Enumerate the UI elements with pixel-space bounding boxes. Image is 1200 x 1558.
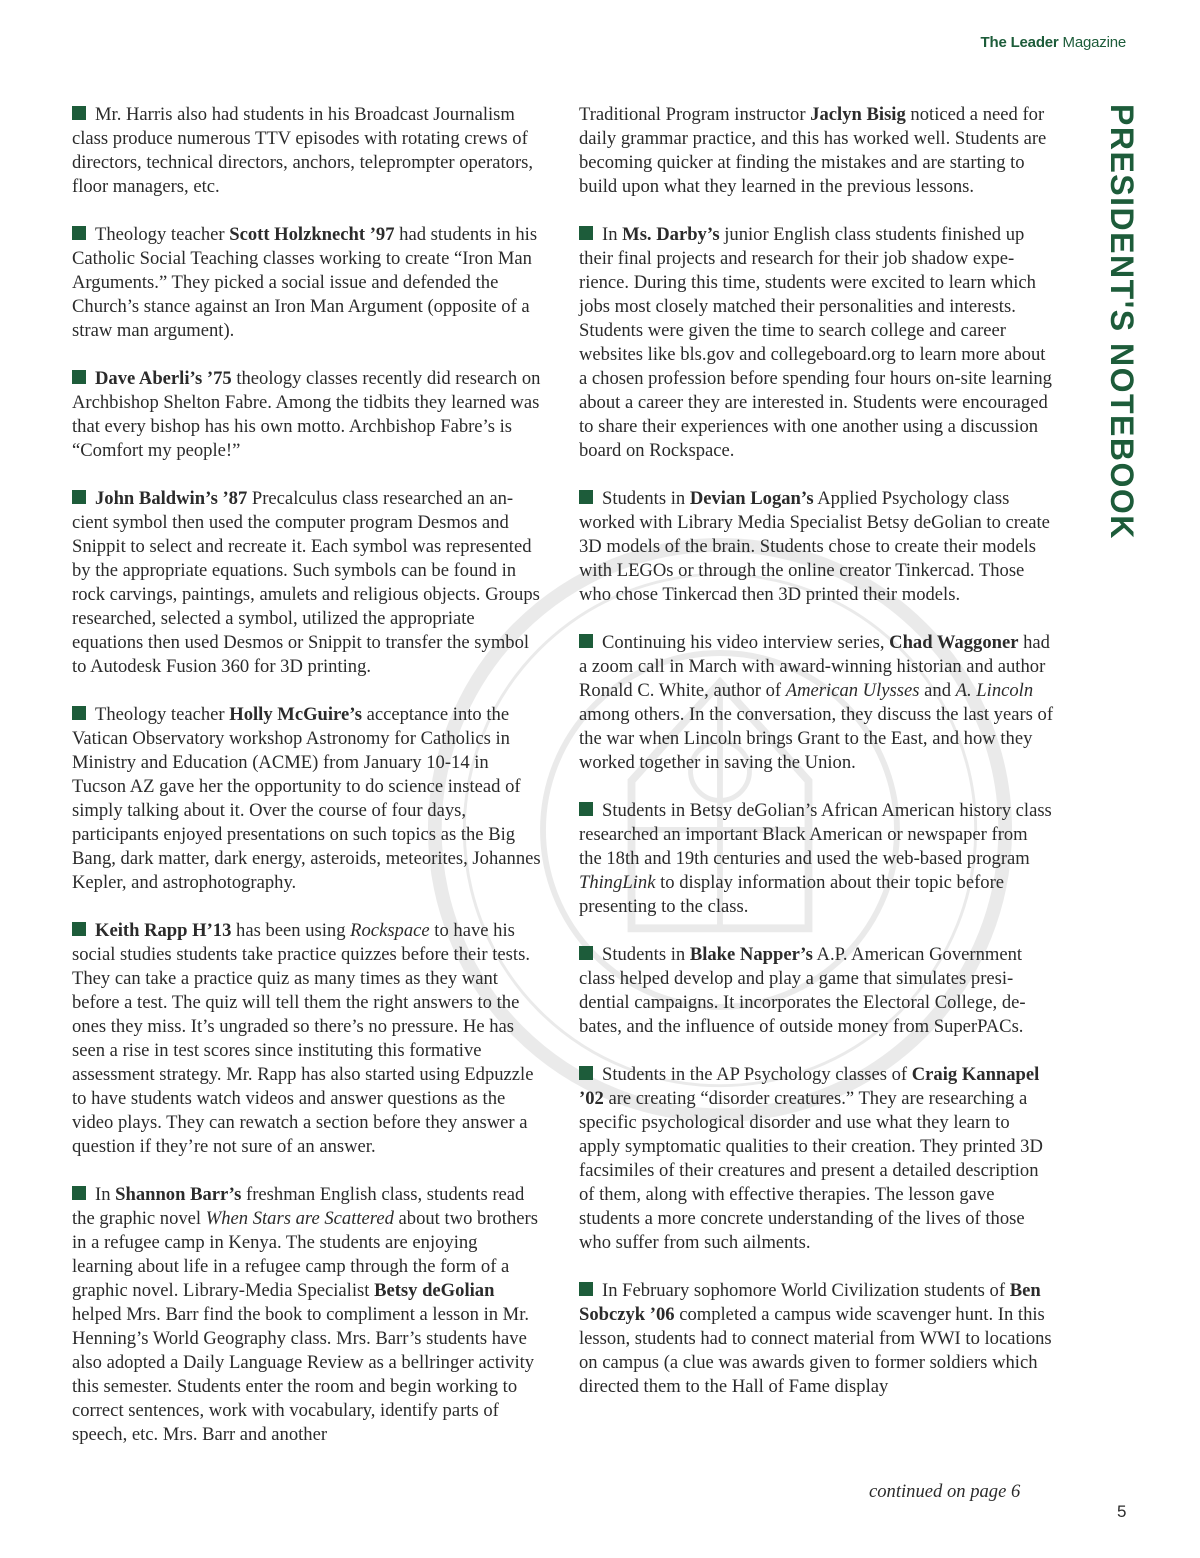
- entry-text: In: [602, 224, 623, 245]
- entry-text: Theology teacher: [95, 224, 230, 245]
- entry-text: In February sophomore World Civilization students of: [602, 1280, 1010, 1301]
- title-italic: A. Lincoln: [955, 680, 1034, 701]
- square-bullet-icon: [72, 1186, 86, 1200]
- entry-text: Theology teacher: [95, 704, 230, 725]
- entry-text: Precalculus class researched an ancient symbol then used the computer program Desmos and Snippit to select and recreate it. Each symbol was represented by the appropriate equations. Such symbols can be found in rock carvings, paintings, amulets and religious objects. Groups researched, selected a symbol, utilized the appropriate equations then used Desmos or Snippit to transfer the symbol to Autodesk Fusion 360 for 3D printing.: [72, 488, 540, 677]
- magazine-suffix: Magazine: [1058, 34, 1126, 51]
- entry-text: Students in Betsy deGolian’s African American history class researched an important Black American or newspaper from the 18th and 19th centuries and used the web-based program: [579, 800, 1052, 869]
- continued-note: continued on page 6: [869, 1481, 1021, 1502]
- notebook-entry: [579, 223, 1054, 463]
- notebook-entry: [579, 631, 1054, 775]
- entry-text: to display information about their topic before presenting to the class.: [579, 872, 1005, 917]
- name-highlight: John Baldwin’s ’87: [95, 488, 248, 509]
- entry-text: Traditional Program instructor: [579, 104, 811, 125]
- entry-text: are creating “disorder creatures.” They are researching a specific psychological disorder and use what they learn to apply symptomatic qualities to their creation. They printed 3D facsimiles of their creatures and present a detailed description of them, along with effective therapies. The lesson gave students a more concrete understanding of the lives of those who suffer from such ailments.: [579, 1088, 1043, 1253]
- square-bullet-icon: [579, 634, 593, 648]
- notebook-entry: [72, 1183, 542, 1447]
- entry-text: junior English class students finished up their final projects and research for their job shadow experience. During this time, students were excited to learn which jobs most closely matched their personalities and interests. Students were given the time to search college and career websites like bls.gov and collegeboard.org to learn more about a chosen profession before spending four hours on-site learning about a career they are interested in. Students were encouraged to share their experiences with one another using a discussion board on Rockspace.: [579, 224, 1052, 461]
- entry-text: Students in: [602, 944, 690, 965]
- name-highlight: Holly McGuire’s: [229, 704, 362, 725]
- entry-text: Mr. Harris also had students in his Broadcast Journalism class produce numerous TTV episodes with rotating crews of directors, technical directors, anchors, teleprompter operators, floor managers, etc.: [72, 104, 534, 197]
- title-italic: American Ulysses: [785, 680, 920, 701]
- entry-text: acceptance into the Vatican Observatory workshop Astronomy for Catholics in Ministry and Education (ACME) from January 10-14 in Tucson AZ gave her the opportunity to do science instead of simply talking about it. Over the course of four days, participants enjoyed presentations on such topics as the Big Bang, dark matter, dark energy, asteroids, meteorites, Johannes Kepler, and astrophotography.: [72, 704, 541, 893]
- entry-text: theology classes recently did research on Archbishop Shelton Fabre. Among the tidbits they learned was that every bishop has his own motto. Archbishop Fabre’s is “Comfort my people!”: [72, 368, 541, 461]
- name-highlight: Devian Logan’s: [689, 488, 814, 509]
- notebook-entry: [72, 919, 542, 1159]
- notebook-entry: [579, 943, 1054, 1039]
- name-highlight: Betsy deGolian: [374, 1280, 495, 1301]
- entry-text: among others. In the conversation, they discuss the last years of the war when Lincoln brings Grant to the East, and how they worked together in saving the Union.: [579, 704, 1054, 773]
- entry-text: noticed a need for daily grammar practice, and this has worked well. Students are becoming quicker at finding the mistakes and are starting to build upon what they learned in the previous lessons.: [579, 104, 1047, 197]
- notebook-entry: [72, 223, 542, 343]
- notebook-entry: [72, 487, 542, 679]
- entry-text: has been using: [231, 920, 351, 941]
- square-bullet-icon: [579, 226, 593, 240]
- section-title: PRESIDENT'S NOTEBOOK: [1104, 104, 1140, 540]
- entry-text: helped Mrs. Barr find the book to compliment a lesson in Mr. Henning’s World Geography class. Mrs. Barr’s students have also adopted a Daily Language Review as a bellringer activity this semester. Students enter the room and begin working to correct sentences, work with vocabulary, identify parts of speech, etc. Mrs. Barr and another: [72, 1304, 535, 1445]
- name-highlight: Dave Aberli’s ’75: [95, 368, 232, 389]
- notebook-entry: [579, 1279, 1054, 1399]
- name-highlight: Blake Napper’s: [689, 944, 813, 965]
- entry-text: Students in: [602, 488, 690, 509]
- name-highlight: Ben Sobczyk ’06: [579, 1280, 1041, 1325]
- name-highlight: Craig Kannapel ’02: [579, 1064, 1040, 1109]
- name-highlight: Shannon Barr’s: [115, 1184, 242, 1205]
- name-highlight: Chad Waggoner: [889, 632, 1019, 653]
- entry-text: In: [95, 1184, 116, 1205]
- entry-text: and: [919, 680, 956, 701]
- name-highlight: Keith Rapp H’13: [95, 920, 232, 941]
- square-bullet-icon: [579, 802, 593, 816]
- entry-text: to have his social studies students take practice quizzes before their tests. They can take a practice quiz as many times as they want before a test. The quiz will tell them the right answers to the ones they miss. It’s ungraded so there’s no pressure. He has seen a rise in test scores since instituting this formative assessment strategy. Mr. Rapp has also started using Edpuzzle to have students watch videos and answer questions as the video plays. They can rewatch a section before they answer a question if they’re not sure of an answer.: [72, 920, 534, 1157]
- notebook-entry: [72, 103, 542, 199]
- entry-text: completed a campus wide scavenger hunt. In this lesson, students had to connect material from WWI to locations on campus (a clue was awards given to former soldiers which directed them to the Hall of Fame display: [579, 1304, 1052, 1397]
- page-number: 5: [1117, 1502, 1127, 1521]
- notebook-entry: [579, 799, 1054, 919]
- entry-text: about two brothers in a refugee camp in Kenya. The students are enjoying learning about life in a refugee camp through the form of a graphic novel. Library-Media Specialist: [72, 1208, 538, 1301]
- name-highlight: Jaclyn Bisig: [810, 104, 906, 125]
- entry-text: A.P. American Government class helped develop and play a game that simulates presidential campaigns. It incorporates the Electoral College, debates, and the influence of outside money from SuperPACs.: [579, 944, 1026, 1037]
- square-bullet-icon: [72, 106, 86, 120]
- notebook-entry: [579, 487, 1054, 607]
- square-bullet-icon: [72, 370, 86, 384]
- entry-text: Students in the AP Psychology classes of: [602, 1064, 912, 1085]
- entry-text: Continuing his video interview series,: [602, 632, 890, 653]
- right-column: [579, 103, 1054, 1423]
- square-bullet-icon: [579, 946, 593, 960]
- notebook-entry: [72, 367, 542, 463]
- entry-text: had students in his Catholic Social Teaching classes working to create “Iron Man Arguments.” They picked a social issue and defended the Church’s stance against an Iron Man Argument (opposite of a straw man argument).: [72, 224, 538, 341]
- square-bullet-icon: [72, 706, 86, 720]
- square-bullet-icon: [72, 226, 86, 240]
- square-bullet-icon: [579, 1066, 593, 1080]
- notebook-entry: [72, 703, 542, 895]
- magazine-header: [981, 34, 1126, 51]
- square-bullet-icon: [72, 490, 86, 504]
- square-bullet-icon: [579, 1282, 593, 1296]
- entry-text: Applied Psychology class worked with Library Media Specialist Betsy deGolian to create 3D models of the brain. Students chose to create their models with LEGOs or through the online creator Tinkercad. Those who chose Tinkercad then 3D printed their models.: [579, 488, 1050, 605]
- title-italic: When Stars are Scattered: [205, 1208, 394, 1229]
- entry-text: had a zoom call in March with award-winning historian and author Ronald C. White, author of: [579, 632, 1050, 701]
- notebook-entry: [579, 1063, 1054, 1255]
- magazine-brand: The Leader: [980, 34, 1059, 51]
- notebook-entry: [579, 103, 1054, 199]
- entry-text: freshman English class, students read the graphic novel: [72, 1184, 525, 1229]
- square-bullet-icon: [579, 490, 593, 504]
- square-bullet-icon: [72, 922, 86, 936]
- title-italic: Rockspace: [350, 920, 430, 941]
- name-highlight: Scott Holzknecht ’97: [229, 224, 395, 245]
- left-column: [72, 103, 542, 1471]
- title-italic: ThingLink: [579, 872, 656, 893]
- name-highlight: Ms. Darby’s: [622, 224, 720, 245]
